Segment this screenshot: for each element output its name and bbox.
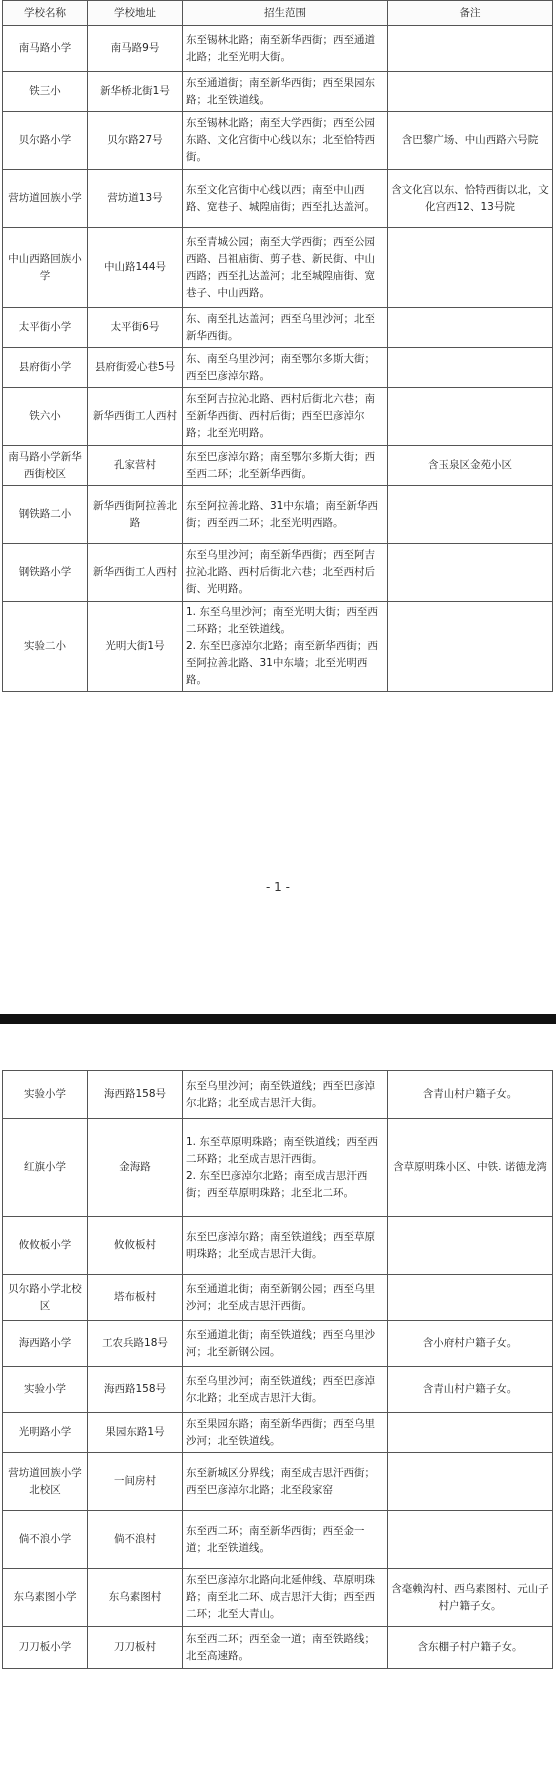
note-cell: 含东棚子村户籍子女。 xyxy=(388,1627,553,1669)
note-cell xyxy=(388,602,553,692)
school-name-cell: 县府街小学 xyxy=(3,348,88,388)
school-name-cell: 东乌素图小学 xyxy=(3,1569,88,1627)
enrollment-range-cell: 东至阿吉拉沁北路、西村后街北六巷；南至新华西街、西村后街；西至巴彦淖尔路；北至光明路。 xyxy=(183,388,388,446)
enrollment-range-cell: 东至通道街；南至新华西街；西至果园东路；北至铁道线。 xyxy=(183,72,388,112)
note-cell xyxy=(388,26,553,72)
note-cell xyxy=(388,1413,553,1453)
school-address-cell: 倘不浪村 xyxy=(88,1511,183,1569)
table-row xyxy=(3,1453,553,1511)
school-name-cell: 太平街小学 xyxy=(3,308,88,348)
enrollment-range-cell: 东至巴彦淖尔北路向北延伸线、草原明珠路；南至北二环、成吉思汗大街；西至西二环；北至大青山。 xyxy=(183,1569,388,1627)
school-address-cell: 光明大街1号 xyxy=(88,602,183,692)
table-row xyxy=(3,1569,553,1627)
table-row xyxy=(3,26,553,72)
school-address-cell: 太平街6号 xyxy=(88,308,183,348)
enrollment-range-cell: 东至巴彦淖尔路；南至鄂尔多斯大街；西至西二环；北至新华西街。 xyxy=(183,446,388,486)
enrollment-range-cell: 东至巴彦淖尔路；南至铁道线；西至草原明珠路；北至成吉思汗大街。 xyxy=(183,1217,388,1275)
table-row xyxy=(3,170,553,228)
enrollment-range-cell: 东至文化宫街中心线以西；南至中山西路、宽巷子、城隍庙街；西至扎达盖河。 xyxy=(183,170,388,228)
page-number: - 1 - xyxy=(266,880,290,894)
school-address-cell: 东乌素图村 xyxy=(88,1569,183,1627)
note-cell xyxy=(388,1217,553,1275)
note-cell xyxy=(388,388,553,446)
table-row xyxy=(3,1275,553,1321)
table-row xyxy=(3,228,553,308)
school-address-cell: 孔家营村 xyxy=(88,446,183,486)
school-address-cell: 果园东路1号 xyxy=(88,1413,183,1453)
school-name-cell: 贝尔路小学 xyxy=(3,112,88,170)
enrollment-range-cell: 东至阿拉善北路、31中东墙；南至新华西街；西至西二环；北至光明西路。 xyxy=(183,486,388,544)
table-row xyxy=(3,1071,553,1119)
table-row xyxy=(3,112,553,170)
note-cell xyxy=(388,544,553,602)
header-school-address: 学校地址 xyxy=(88,1,183,26)
school-name-cell: 倘不浪小学 xyxy=(3,1511,88,1569)
school-name-cell: 光明路小学 xyxy=(3,1413,88,1453)
table-row xyxy=(3,308,553,348)
enrollment-range-cell: 东至乌里沙河；南至铁道线；西至巴彦淖尔北路；北至成吉思汗大街。 xyxy=(183,1071,388,1119)
enrollment-range-cell: 东、南至乌里沙河；南至鄂尔多斯大街；西至巴彦淖尔路。 xyxy=(183,348,388,388)
school-name-cell: 刀刀板小学 xyxy=(3,1627,88,1669)
note-cell: 含毫赖沟村、西乌素图村、元山子村户籍子女。 xyxy=(388,1569,553,1627)
school-name-cell: 南马路小学 xyxy=(3,26,88,72)
school-address-cell: 新华桥北街1号 xyxy=(88,72,183,112)
note-cell xyxy=(388,486,553,544)
separator-bar xyxy=(0,1014,556,1024)
enrollment-range-cell: 东至新城区分界线；南至成吉思汗西街；西至巴彦淖尔北路；北至段家窑 xyxy=(183,1453,388,1511)
school-address-cell: 中山路144号 xyxy=(88,228,183,308)
enrollment-range-cell: 东至青城公园；南至大学西街；西至公园西路、吕祖庙街、剪子巷、新民街、中山西路；西至扎达盖河；北至城隍庙街、宽巷子、中山西路。 xyxy=(183,228,388,308)
enrollment-range-cell: 东至果园东路；南至新华西街；西至乌里沙河；北至铁道线。 xyxy=(183,1413,388,1453)
school-name-cell: 实验小学 xyxy=(3,1367,88,1413)
school-address-cell: 海西路158号 xyxy=(88,1071,183,1119)
note-cell: 含青山村户籍子女。 xyxy=(388,1367,553,1413)
school-address-cell: 新华西街阿拉善北路 xyxy=(88,486,183,544)
table-row xyxy=(3,1511,553,1569)
school-name-cell: 实验二小 xyxy=(3,602,88,692)
note-cell xyxy=(388,72,553,112)
header-enrollment-range: 招生范围 xyxy=(183,1,388,26)
note-cell: 含巴黎广场、中山西路六号院 xyxy=(388,112,553,170)
school-name-cell: 海西路小学 xyxy=(3,1321,88,1367)
enrollment-range-cell: 东至西二环；南至新华西街；西至金一道；北至铁道线。 xyxy=(183,1511,388,1569)
enrollment-range-cell: 东至乌里沙河；南至铁道线；西至巴彦淖尔北路；北至成吉思汗大街。 xyxy=(183,1367,388,1413)
school-address-cell: 贝尔路27号 xyxy=(88,112,183,170)
table-row xyxy=(3,602,553,692)
school-name-cell: 红旗小学 xyxy=(3,1119,88,1217)
school-name-cell: 铁六小 xyxy=(3,388,88,446)
school-address-cell: 海西路158号 xyxy=(88,1367,183,1413)
enrollment-range-cell: 东至通道北街；南至铁道线；西至乌里沙河；北至新钢公园。 xyxy=(183,1321,388,1367)
header-note: 备注 xyxy=(388,1,553,26)
school-address-cell: 工农兵路18号 xyxy=(88,1321,183,1367)
school-address-cell: 刀刀板村 xyxy=(88,1627,183,1669)
school-name-cell: 铁三小 xyxy=(3,72,88,112)
note-cell: 含草原明珠小区、中铁. 诺德龙湾 xyxy=(388,1119,553,1217)
table-header-row xyxy=(3,1,553,26)
school-address-cell: 金海路 xyxy=(88,1119,183,1217)
note-cell: 含玉泉区金苑小区 xyxy=(388,446,553,486)
enrollment-table-page-2 xyxy=(2,1070,553,1669)
school-name-cell: 实验小学 xyxy=(3,1071,88,1119)
school-name-cell: 营坊道回族小学 xyxy=(3,170,88,228)
school-address-cell: 营坊道13号 xyxy=(88,170,183,228)
enrollment-range-cell: 东至通道北街；南至新钢公园；西至乌里沙河；北至成吉思汗西街。 xyxy=(183,1275,388,1321)
enrollment-range-cell: 1. 东至乌里沙河；南至光明大街；西至西二环路；北至铁道线。 2. 东至巴彦淖尔北路；南至新华西街；西至阿拉善北路、31中东墙；北至光明西路。 xyxy=(183,602,388,692)
header-school-name: 学校名称 xyxy=(3,1,88,26)
school-name-cell: 攸攸板小学 xyxy=(3,1217,88,1275)
school-name-cell: 营坊道回族小学北校区 xyxy=(3,1453,88,1511)
note-cell xyxy=(388,1511,553,1569)
note-cell xyxy=(388,1453,553,1511)
enrollment-range-cell: 东至锡林北路；南至新华西街；西至通道北路；北至光明大街。 xyxy=(183,26,388,72)
enrollment-range-cell: 东至乌里沙河；南至新华西街；西至阿吉拉沁北路、西村后街北六巷；北至西村后街、光明路。 xyxy=(183,544,388,602)
school-address-cell: 新华西街工人西村 xyxy=(88,544,183,602)
table-row xyxy=(3,1367,553,1413)
school-name-cell: 钢铁路二小 xyxy=(3,486,88,544)
note-cell: 含小府村户籍子女。 xyxy=(388,1321,553,1367)
enrollment-table-page-1 xyxy=(2,0,553,692)
enrollment-range-cell: 东至西二环；西至金一道；南至铁路线；北至高速路。 xyxy=(183,1627,388,1669)
school-address-cell: 南马路9号 xyxy=(88,26,183,72)
note-cell: 含青山村户籍子女。 xyxy=(388,1071,553,1119)
table-row xyxy=(3,348,553,388)
note-cell xyxy=(388,348,553,388)
note-cell: 含文化宫以东、恰特西街以北，文化宫西12、13号院 xyxy=(388,170,553,228)
table-row xyxy=(3,388,553,446)
school-name-cell: 钢铁路小学 xyxy=(3,544,88,602)
page-separator xyxy=(0,1000,556,1040)
table-row xyxy=(3,72,553,112)
school-name-cell: 中山西路回族小学 xyxy=(3,228,88,308)
school-address-cell: 县府街爱心巷5号 xyxy=(88,348,183,388)
table-row xyxy=(3,486,553,544)
enrollment-range-cell: 东至锡林北路；南至大学西街；西至公园东路、文化宫街中心线以东；北至恰特西街。 xyxy=(183,112,388,170)
table-row xyxy=(3,1413,553,1453)
table-row xyxy=(3,1321,553,1367)
school-name-cell: 南马路小学新华西街校区 xyxy=(3,446,88,486)
table-row xyxy=(3,544,553,602)
enrollment-range-cell: 1. 东至草原明珠路；南至铁道线；西至西二环路；北至成吉思汗西街。 2. 东至巴彦淖尔北路；南至成吉思汗西街；西至草原明珠路；北至北二环。 xyxy=(183,1119,388,1217)
school-name-cell: 贝尔路小学北校区 xyxy=(3,1275,88,1321)
page-2 xyxy=(0,1040,556,1766)
school-address-cell: 攸攸板村 xyxy=(88,1217,183,1275)
school-address-cell: 一间房村 xyxy=(88,1453,183,1511)
table-row xyxy=(3,1217,553,1275)
note-cell xyxy=(388,228,553,308)
table-row xyxy=(3,1119,553,1217)
school-address-cell: 塔布板村 xyxy=(88,1275,183,1321)
note-cell xyxy=(388,308,553,348)
table-row xyxy=(3,446,553,486)
table-row xyxy=(3,1627,553,1669)
enrollment-range-cell: 东、南至扎达盖河；西至乌里沙河；北至新华西街。 xyxy=(183,308,388,348)
school-address-cell: 新华西街工人西村 xyxy=(88,388,183,446)
note-cell xyxy=(388,1275,553,1321)
